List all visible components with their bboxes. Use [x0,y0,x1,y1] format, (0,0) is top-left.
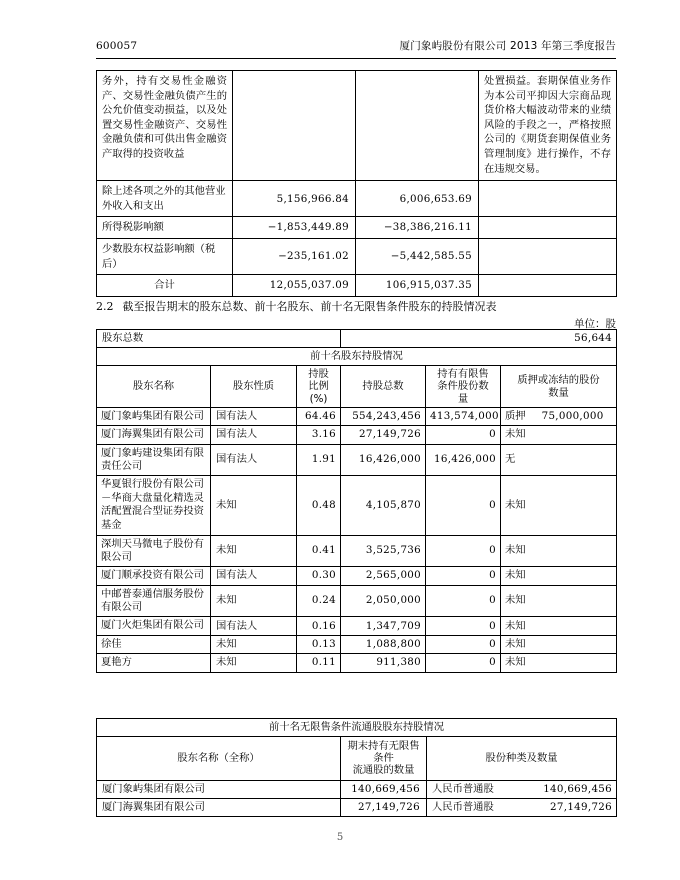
amount-current [233,71,356,181]
report-title: 厦门象屿股份有限公司 2013 年第三季度报告 [399,40,616,52]
shareholder-nature: 未知 [211,585,297,617]
table-row-total [97,275,617,297]
amount-current: 12,055,037.09 [233,275,356,297]
nonrecurring-items-table [96,70,617,297]
item-note [479,217,617,239]
shareholder-ratio: 0.24 [297,585,341,617]
table-row [97,239,617,275]
table-header-row [97,366,617,407]
shareholder-name: 厦门顺承投资有限公司 [97,567,211,585]
col-header-name-full: 股东名称（全称） [97,737,341,780]
shareholder-pledge [501,567,617,585]
pledge-label: 质押 [505,409,526,422]
pledge-label: 未知 [505,428,526,441]
amount-current: −1,853,449.89 [233,217,356,239]
col-header-restricted [426,366,501,407]
table-row [97,654,617,672]
total-shareholders-value: 56,644 [341,330,617,348]
section-heading [96,298,624,314]
shareholder-total: 2,565,000 [341,567,426,585]
shareholder-total: 4,105,870 [341,476,426,535]
table-row [97,476,617,535]
table-row [97,181,617,217]
shareholder-total: 2,050,000 [341,585,426,617]
free-float-name: 厦门象屿集团有限公司 [97,780,341,798]
shareholder-total: 27,149,726 [341,426,426,444]
shareholder-restricted: 0 [426,585,501,617]
table-row [97,426,617,444]
item-note: 处置损益。套期保值业务作为本公司平抑因大宗商品现货价格大幅波动带来的业绩风险的手段之一，严格按照公司的《期货套期保值业务管理制度》进行操作，不存在违规交易。 [479,71,617,181]
shareholder-ratio: 0.41 [297,535,341,567]
free-float-kind [427,798,617,816]
shareholder-total: 911,380 [341,654,426,672]
free-float-amount: 27,149,726 [341,798,427,816]
shareholder-total: 554,243,456 [341,407,426,425]
total-shareholders-label: 股东总数 [97,330,341,348]
amount-ytd: 106,915,037.35 [356,275,479,297]
table-row [97,217,617,239]
col-header-nature: 股东性质 [211,366,297,407]
shareholder-nature: 国有法人 [211,407,297,425]
shareholder-total: 3,525,736 [341,535,426,567]
shareholder-total: 16,426,000 [341,444,426,476]
shareholders-table [96,329,617,673]
shareholder-pledge [501,617,617,635]
shareholder-nature: 未知 [211,535,297,567]
shareholder-ratio: 0.16 [297,617,341,635]
pledge-label: 未知 [505,637,526,650]
col-header-restricted-line2: 条件股份数 [437,380,489,393]
amount-ytd: −38,386,216.11 [356,217,479,239]
table-row [97,444,617,476]
table-header-row [97,737,617,780]
free-float-kind [427,780,617,798]
col-header-share-kind: 股份种类及数量 [427,737,617,780]
col-header-name: 股东名称 [97,366,211,407]
banner-row-free-float [97,719,617,737]
table-row [97,798,617,816]
section-number: 2.2 [96,300,114,313]
shareholder-nature: 未知 [211,476,297,535]
shareholder-ratio: 1.91 [297,444,341,476]
shareholder-nature: 国有法人 [211,444,297,476]
free-float-banner: 前十名无限售条件流通股股东持股情况 [97,719,617,737]
page-header [96,38,616,53]
shareholder-restricted: 0 [426,535,501,567]
col-header-ratio [297,366,341,407]
shareholder-pledge [501,476,617,535]
shareholder-pledge [501,444,617,476]
stock-code: 600057 [96,40,138,52]
shareholder-nature: 国有法人 [211,617,297,635]
pledge-label: 未知 [505,656,526,669]
pledge-label: 未知 [505,498,526,511]
amount-ytd: 6,006,653.69 [356,181,479,217]
shareholder-name: 华夏银行股份有限公司－华商大盘量化精选灵活配置混合型证券投资基金 [97,476,211,535]
table-row [97,71,617,181]
shareholder-ratio: 0.11 [297,654,341,672]
shareholder-name: 徐佳 [97,635,211,653]
item-description: 除上述各项之外的其他营业外收入和支出 [97,181,233,217]
shareholder-ratio: 0.48 [297,476,341,535]
shareholder-total: 1,347,709 [341,617,426,635]
free-float-kind-label: 人民币普通股 [432,782,494,795]
table-row [97,780,617,798]
page-number: 5 [336,832,344,843]
col-header-ratio-line2: 比例 [308,380,329,393]
shareholder-ratio: 64.46 [297,407,341,425]
col-header-total: 持股总数 [341,366,426,407]
shareholder-name: 厦门象屿集团有限公司 [97,407,211,425]
pledge-label: 未知 [505,544,526,557]
table-row [97,407,617,425]
free-float-kind-label: 人民币普通股 [432,800,494,813]
col-header-pledge-line1: 质押或冻结的股份 [517,374,600,387]
shareholder-restricted: 0 [426,567,501,585]
table-row [97,567,617,585]
col-header-ratio-line3: (%) [309,392,328,405]
item-description: 合计 [97,275,233,297]
shareholder-ratio: 3.16 [297,426,341,444]
amount-ytd: −5,442,585.55 [356,239,479,275]
shareholder-pledge [501,535,617,567]
shareholder-name: 厦门象屿建设集团有限责任公司 [97,444,211,476]
shareholder-pledge [501,407,617,425]
shareholder-restricted: 0 [426,426,501,444]
pledge-label: 未知 [505,619,526,632]
item-note [479,239,617,275]
pledge-value: 75,000,000 [541,409,604,422]
item-description: 务外，持有交易性金融资产、交易性金融负债产生的公允价值变动损益，以及处置交易性金融资产、交易性金融负债和可供出售金融资产取得的投资收益 [97,71,233,181]
table-row [97,617,617,635]
shareholder-pledge [501,635,617,653]
amount-ytd [356,71,479,181]
shareholder-name: 中邮普泰通信服务股份有限公司 [97,585,211,617]
shareholder-name: 厦门火炬集团有限公司 [97,617,211,635]
free-float-shareholders-table [96,718,617,817]
shareholder-pledge [501,585,617,617]
shareholder-restricted: 16,426,000 [426,444,501,476]
shareholder-total: 1,088,800 [341,635,426,653]
col-header-float-amount-line1: 期末持有无限售条件 [347,740,420,765]
col-header-restricted-line3: 量 [457,392,469,405]
amount-current: 5,156,966.84 [233,181,356,217]
free-float-amount: 140,669,456 [341,780,427,798]
shareholder-nature: 未知 [211,635,297,653]
col-header-pledge-line2: 数量 [548,386,569,399]
pledge-label: 未知 [505,569,526,582]
shareholder-name: 深圳天马微电子股份有限公司 [97,535,211,567]
item-description: 所得税影响额 [97,217,233,239]
col-header-ratio-line1: 持股 [308,368,329,381]
unit-label: 单位：股 [574,318,616,330]
amount-current: −235,161.02 [233,239,356,275]
free-float-name: 厦门海翼集团有限公司 [97,798,341,816]
table-row [97,535,617,567]
item-note [479,181,617,217]
shareholder-nature: 未知 [211,654,297,672]
shareholder-restricted: 413,574,000 [426,407,501,425]
free-float-kind-amount: 140,669,456 [543,782,613,795]
shareholder-ratio: 0.30 [297,567,341,585]
shareholder-restricted: 0 [426,476,501,535]
shareholder-count-row [97,330,617,348]
top10-banner: 前十名股东持股情况 [97,348,617,366]
table-row [97,585,617,617]
section-title: 截至报告期末的股东总数、前十名股东、前十名无限售条件股东的持股情况表 [122,300,497,313]
shareholder-pledge [501,426,617,444]
item-note [479,275,617,297]
free-float-kind-amount: 27,149,726 [550,800,613,813]
shareholder-ratio: 0.13 [297,635,341,653]
shareholder-name: 夏艳方 [97,654,211,672]
shareholder-name: 厦门海翼集团有限公司 [97,426,211,444]
col-header-float-amount-line2: 流通股的数量 [352,764,415,777]
shareholder-restricted: 0 [426,654,501,672]
banner-row-top10 [97,348,617,366]
shareholder-restricted: 0 [426,635,501,653]
col-header-pledge [501,366,617,407]
shareholder-restricted: 0 [426,617,501,635]
shareholder-pledge [501,654,617,672]
pledge-label: 无 [505,453,516,466]
pledge-label: 未知 [505,594,526,607]
shareholder-nature: 国有法人 [211,426,297,444]
table-row [97,635,617,653]
header-divider [96,58,616,59]
col-header-float-amount [341,737,427,780]
col-header-restricted-line1: 持有有限售 [437,368,489,381]
item-description: 少数股东权益影响额（税后） [97,239,233,275]
shareholder-nature: 国有法人 [211,567,297,585]
